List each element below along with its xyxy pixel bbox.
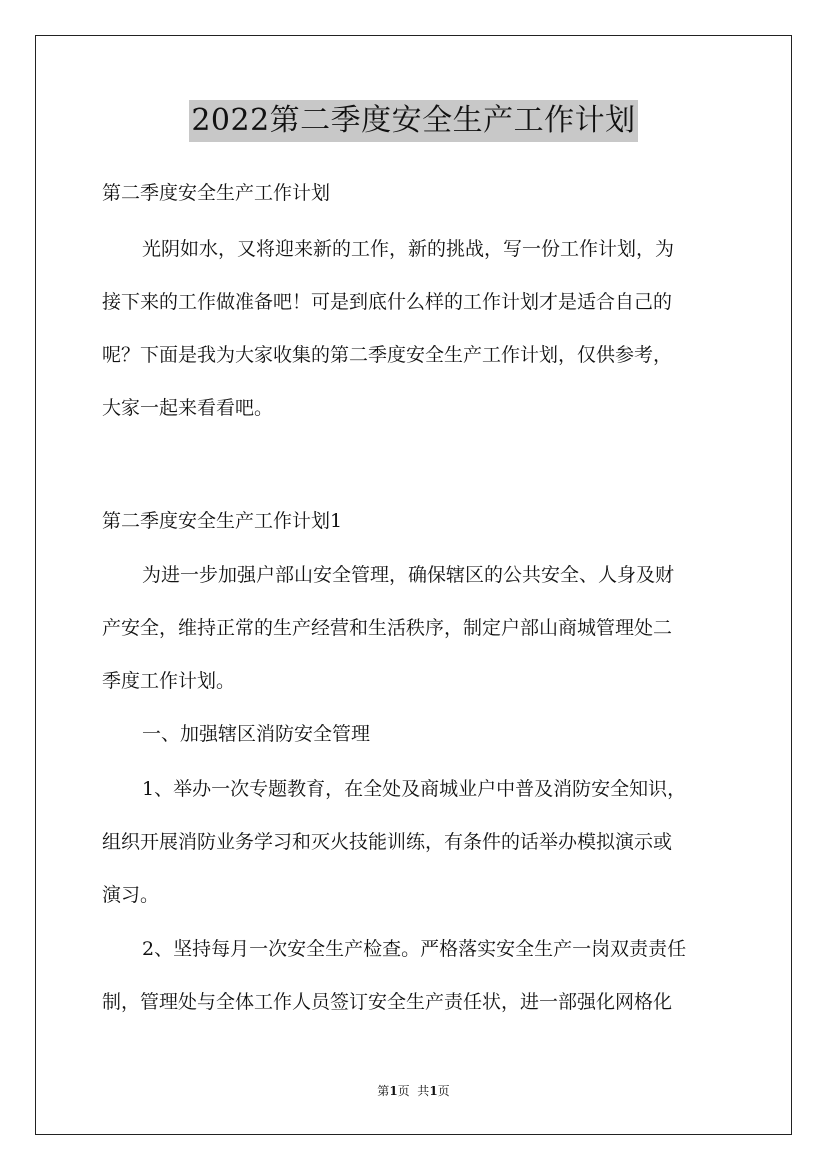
- footer-page-current: 1: [389, 1084, 398, 1098]
- paragraph-line: 1、举办一次专题教育，在全处及商城业户中普及消防安全知识，: [142, 778, 687, 800]
- paragraph-line: 组织开展消防业务学习和灭火技能训练，有条件的话举办模拟演示或: [102, 831, 673, 853]
- footer-page-total: 1: [429, 1084, 438, 1098]
- title-container: [0, 100, 827, 142]
- paragraph-line: 呢？下面是我为大家收集的第二季度安全生产工作计划，仅供参考，: [102, 344, 673, 366]
- paragraph-line: 季度工作计划。: [102, 670, 236, 692]
- paragraph-line: 产安全，维持正常的生产经营和生活秩序，制定户部山商城管理处二: [102, 617, 673, 639]
- paragraph-line: 演习。: [102, 884, 160, 906]
- document-title: 2022第二季度安全生产工作计划: [189, 100, 637, 142]
- paragraph-line: 2、坚持每月一次安全生产检查。严格落实安全生产一岗双责责任: [142, 938, 687, 960]
- subsection-heading: 一、加强辖区消防安全管理: [142, 723, 371, 745]
- footer-page-prefix: 第: [377, 1084, 390, 1098]
- paragraph-line: 光阴如水，又将迎来新的工作，新的挑战，写一份工作计划，为: [142, 238, 675, 260]
- section-heading: 第二季度安全生产工作计划1: [102, 510, 343, 532]
- page-footer: [0, 1083, 827, 1099]
- paragraph-line: 为进一步加强户部山安全管理，确保辖区的公共安全、人身及财: [142, 564, 675, 586]
- paragraph-line: 制，管理处与全体工作人员签订安全生产责任状，进一部强化网格化: [102, 991, 673, 1013]
- footer-page-suffix: 页: [437, 1084, 450, 1098]
- footer-page-mid: 页 共: [397, 1084, 430, 1098]
- subtitle-line: 第二季度安全生产工作计划: [102, 182, 331, 204]
- paragraph-line: 接下来的工作做准备吧！可是到底什么样的工作计划才是适合自己的: [102, 291, 673, 313]
- paragraph-line: 大家一起来看看吧。: [102, 397, 274, 419]
